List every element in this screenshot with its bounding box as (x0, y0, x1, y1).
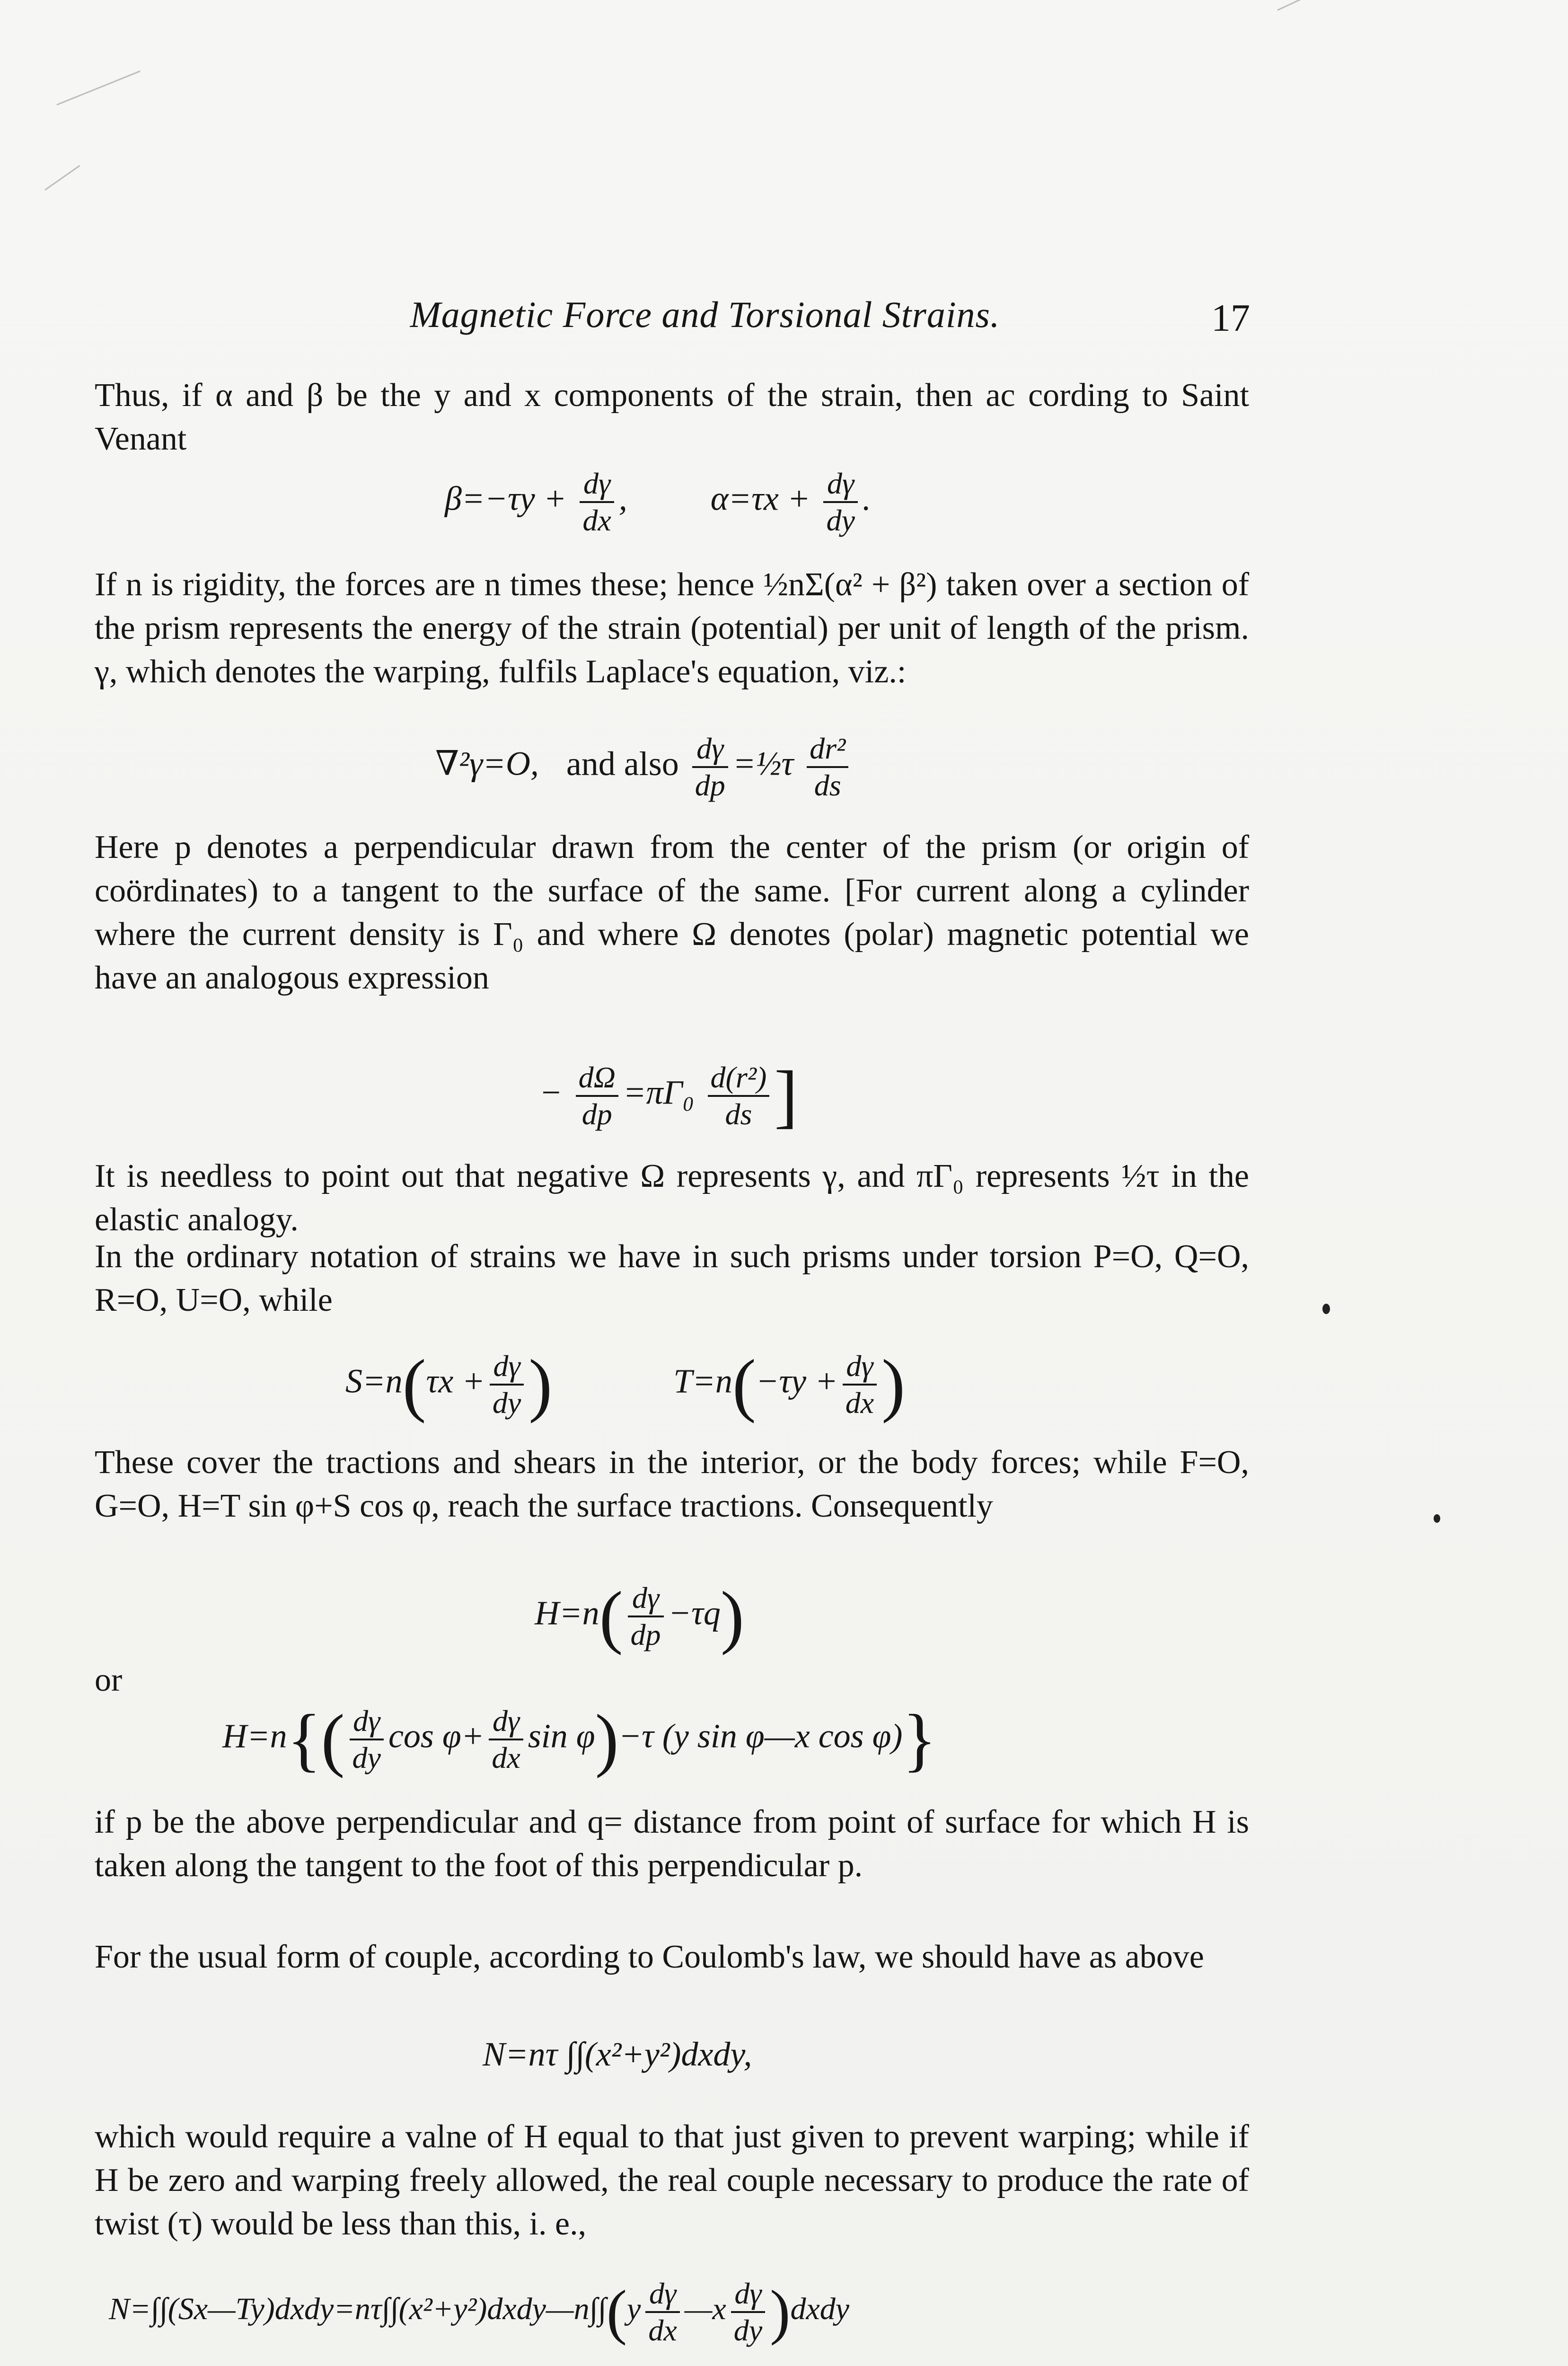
equation-laplace (435, 731, 853, 803)
denominator: dx (845, 1386, 874, 1420)
equation-coulomb: N=nτ ∫∫(x²+y²)dxdy, (483, 2035, 752, 2073)
eq1a-left: β=−τy + (445, 479, 567, 518)
eq8-a: y (627, 2292, 641, 2327)
equation-h-2 (222, 1700, 937, 1779)
paren-open: ( (402, 1345, 426, 1424)
paragraph-7: if p be the above perpendicular and q= distance from point of surface for which H is taken along the tangent to the foot of this perpendicular p. (95, 1804, 1249, 1884)
paren-open: ( (321, 1700, 345, 1779)
fraction (576, 1060, 618, 1132)
denominator: ds (725, 1097, 752, 1131)
eq2-left: ∇²γ=O, (435, 744, 539, 783)
denominator: dp (581, 1097, 612, 1131)
fraction (489, 1704, 523, 1775)
paper-scratch (1277, 0, 1346, 11)
numerator: dγ (350, 1704, 384, 1740)
paragraph-1: Thus, if α and β be the y and x components of the strain, then ac cording to Saint Venant (95, 377, 1249, 457)
denominator: dx (492, 1741, 520, 1774)
eq4a-in: τx + (426, 1362, 485, 1400)
denominator: dy (352, 1741, 381, 1774)
eq8-left: N=∫∫(Sx—Ty)dxdy=nτ∫∫(x²+y²)dxdy—n∫∫ (109, 2292, 607, 2327)
numerator: d(r²) (708, 1060, 770, 1097)
eq4b-left: T=n (673, 1362, 732, 1400)
equation-s-t (345, 1345, 906, 1424)
numerator: dγ (692, 731, 728, 768)
equation-h-1 (535, 1577, 744, 1656)
numerator: dγ (843, 1349, 877, 1386)
paragraph-3: Here p denotes a perpendicular drawn from the center of the prism (or origin of coördinates) to a tangent to the surface of the same. [For current along a cylinder where the current density is Γ₀ and where Ω denotes (polar) magnetic potential we have an analogous expression (95, 829, 1249, 996)
paren-close: ) (720, 1577, 744, 1656)
numerator: dγ (731, 2276, 765, 2313)
denominator: dy (826, 503, 855, 537)
eq6-right: −τ (y sin φ—x cos φ) (618, 1717, 903, 1755)
eq1b-left: α=τx + (710, 479, 810, 518)
fraction (731, 2276, 765, 2348)
paragraph-6: These cover the tractions and shears in the interior, or the body forces; while F=O, G=O, H=T sin φ+S cos φ, reach the surface tractions. Consequently (95, 1444, 1249, 1524)
paragraph-4: It is needless to point out that negative Ω represents γ, and πΓ₀ represents ½τ in the elastic analogy. (95, 1158, 1249, 1238)
eq6-left: H=n (222, 1717, 287, 1755)
equation-omega (539, 1055, 798, 1137)
eq8-right: dxdy (790, 2292, 850, 2327)
eq8-b: —x (684, 2292, 726, 2327)
brace-open: { (287, 1700, 321, 1779)
brace-close: } (902, 1700, 937, 1779)
numerator: dγ (580, 466, 614, 503)
eq3-mid: =πΓ₀ (623, 1073, 695, 1112)
numerator: dr² (807, 731, 848, 768)
paren-open: ( (606, 2278, 627, 2346)
fraction (807, 731, 848, 803)
fraction (580, 466, 614, 538)
paragraph-8: For the usual form of couple, according to Coulomb's law, we should have as above (95, 1939, 1204, 1975)
paren-close: ) (770, 2278, 791, 2346)
denominator: dp (630, 1618, 661, 1651)
paren-open: ( (599, 1577, 623, 1656)
paper-scratch (44, 165, 80, 191)
paper-scratch (56, 71, 140, 106)
eq4b-in: −τy + (756, 1362, 838, 1400)
eq4a-left: S=n (345, 1362, 403, 1400)
numerator: dγ (628, 1580, 664, 1617)
denominator: dx (648, 2313, 677, 2347)
paren-close: ) (881, 1345, 906, 1424)
eq2-mid: and also (566, 744, 679, 783)
paragraph-9: which would require a valne of H equal to that just given to prevent warping; while if H be zero and warping freely allowed, the real couple necessary to produce the rate of twist (τ) would be less than this, i. e., (95, 2119, 1249, 2242)
numerator: dγ (489, 1704, 523, 1740)
paren-open: ( (732, 1345, 756, 1424)
eq6-mid1: cos φ+ (388, 1717, 484, 1755)
page-number: 17 (1211, 296, 1250, 339)
fraction (708, 1060, 770, 1132)
denominator: dy (492, 1386, 521, 1420)
numerator: dγ (823, 466, 857, 503)
fraction (645, 2276, 679, 2348)
eq3-left: − (539, 1073, 563, 1112)
equation-n (109, 2276, 849, 2348)
equation-beta-alpha: β=−τy + $\frac{d\gamma}{dx}$ , α=τx + $\frac{d\gamma}{dy}$ . (445, 467, 871, 537)
denominator: dp (695, 768, 725, 802)
ink-speck (1434, 1514, 1440, 1523)
paren-close: ) (529, 1345, 553, 1424)
numerator: dγ (490, 1349, 524, 1386)
paragraph-5: In the ordinary notation of strains we have in such prisms under torsion P=O, Q=O, R=O, U=O, while (95, 1238, 1249, 1318)
fraction (692, 731, 728, 803)
fraction (823, 466, 857, 538)
fraction (490, 1349, 524, 1421)
running-header: Magnetic Force and Torsional Strains. (410, 294, 1000, 335)
ink-speck (1322, 1304, 1330, 1314)
denominator: dy (733, 2313, 763, 2347)
eq5-right: −τq (668, 1594, 721, 1632)
fraction (628, 1580, 664, 1652)
eq6-mid2: sin φ (528, 1717, 595, 1755)
closing-bracket: ] (774, 1057, 798, 1135)
eq5-left: H=n (535, 1594, 599, 1632)
numerator: dΩ (576, 1060, 618, 1097)
denominator: ds (814, 768, 841, 802)
paragraph-or: or (95, 1662, 123, 1698)
paren-close: ) (595, 1700, 619, 1779)
fraction (350, 1704, 384, 1775)
eq2-right: =½τ (732, 744, 794, 783)
numerator: dγ (645, 2276, 679, 2313)
denominator: dx (582, 503, 611, 537)
paragraph-2: If n is rigidity, the forces are n times these; hence ½nΣ(α² + β²) taken over a section of the prism represents the energy of the strain (potential) per unit of length of the prism. γ, which denotes the warping, fulfils Laplace's equation, viz.: (95, 566, 1249, 690)
fraction (843, 1349, 877, 1421)
